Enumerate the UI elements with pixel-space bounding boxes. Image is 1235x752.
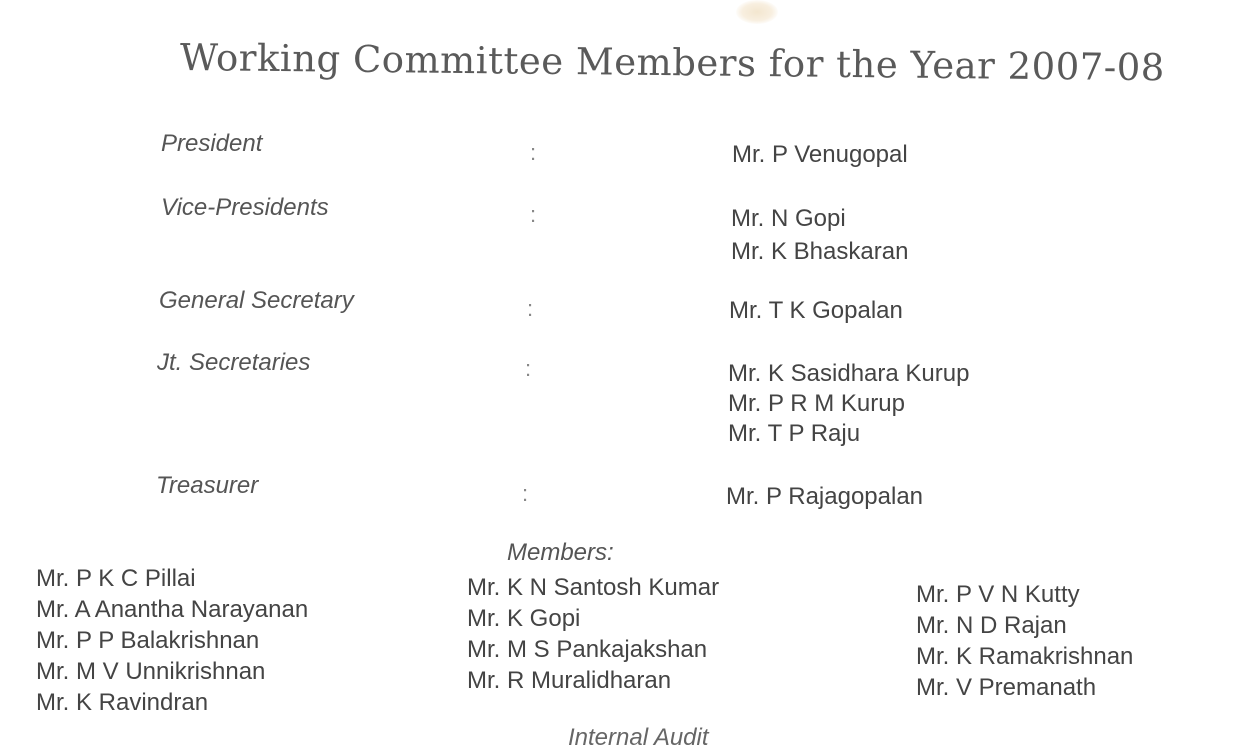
member-name: Mr. V Premanath [916,674,1097,701]
separator-colon: : [522,481,529,506]
officer-name: Mr. T P Raju [728,420,861,447]
officer-name: Mr. K Bhaskaran [731,238,909,265]
member-name: Mr. K Ravindran [36,689,209,716]
role-general-secretary: General Secretary [159,287,354,314]
treasurer-names [726,482,923,512]
general-secretary-names [729,296,903,326]
paper-stain [736,0,778,24]
members-heading: Members: [507,539,614,566]
separator-colon: : [530,140,537,165]
officer-name: Mr. K Sasidhara Kurup [728,360,970,387]
member-name: Mr. K Gopi [467,605,581,632]
officer-name: Mr. T K Gopalan [729,297,903,324]
role-treasurer: Treasurer [156,472,259,499]
members-column-middle [467,572,719,696]
member-name: Mr. P P Balakrishnan [36,627,260,654]
page-title: Working Committee Members for the Year 2007-08 [179,36,1166,90]
president-names [732,140,908,170]
officer-name: Mr. N Gopi [731,205,846,232]
officer-name: Mr. P Venugopal [732,141,908,168]
jt-secretary-names [728,359,969,449]
member-name: Mr. N D Rajan [916,612,1067,639]
member-name: Mr. M V Unnikrishnan [36,658,266,685]
member-name: Mr. M S Pankajakshan [467,636,708,663]
member-name: Mr. K N Santosh Kumar [467,574,720,601]
role-president: President [161,130,263,157]
member-name: Mr. R Muralidharan [467,667,672,694]
officer-name: Mr. P Rajagopalan [726,483,924,510]
members-column-left [36,563,308,718]
members-column-right [916,579,1133,703]
member-name: Mr. P V N Kutty [916,581,1080,608]
separator-colon: : [527,296,534,321]
separator-colon: : [525,356,532,381]
next-section-heading-partial: Internal Audit [568,724,709,751]
vice-president-names [731,202,908,268]
role-vice-presidents: Vice-Presidents [161,194,329,221]
separator-colon: : [530,202,537,227]
member-name: Mr. K Ramakrishnan [916,643,1134,670]
member-name: Mr. A Anantha Narayanan [36,596,309,623]
officer-name: Mr. P R M Kurup [728,390,905,417]
role-jt-secretaries: Jt. Secretaries [157,349,311,376]
member-name: Mr. P K C Pillai [36,565,196,592]
